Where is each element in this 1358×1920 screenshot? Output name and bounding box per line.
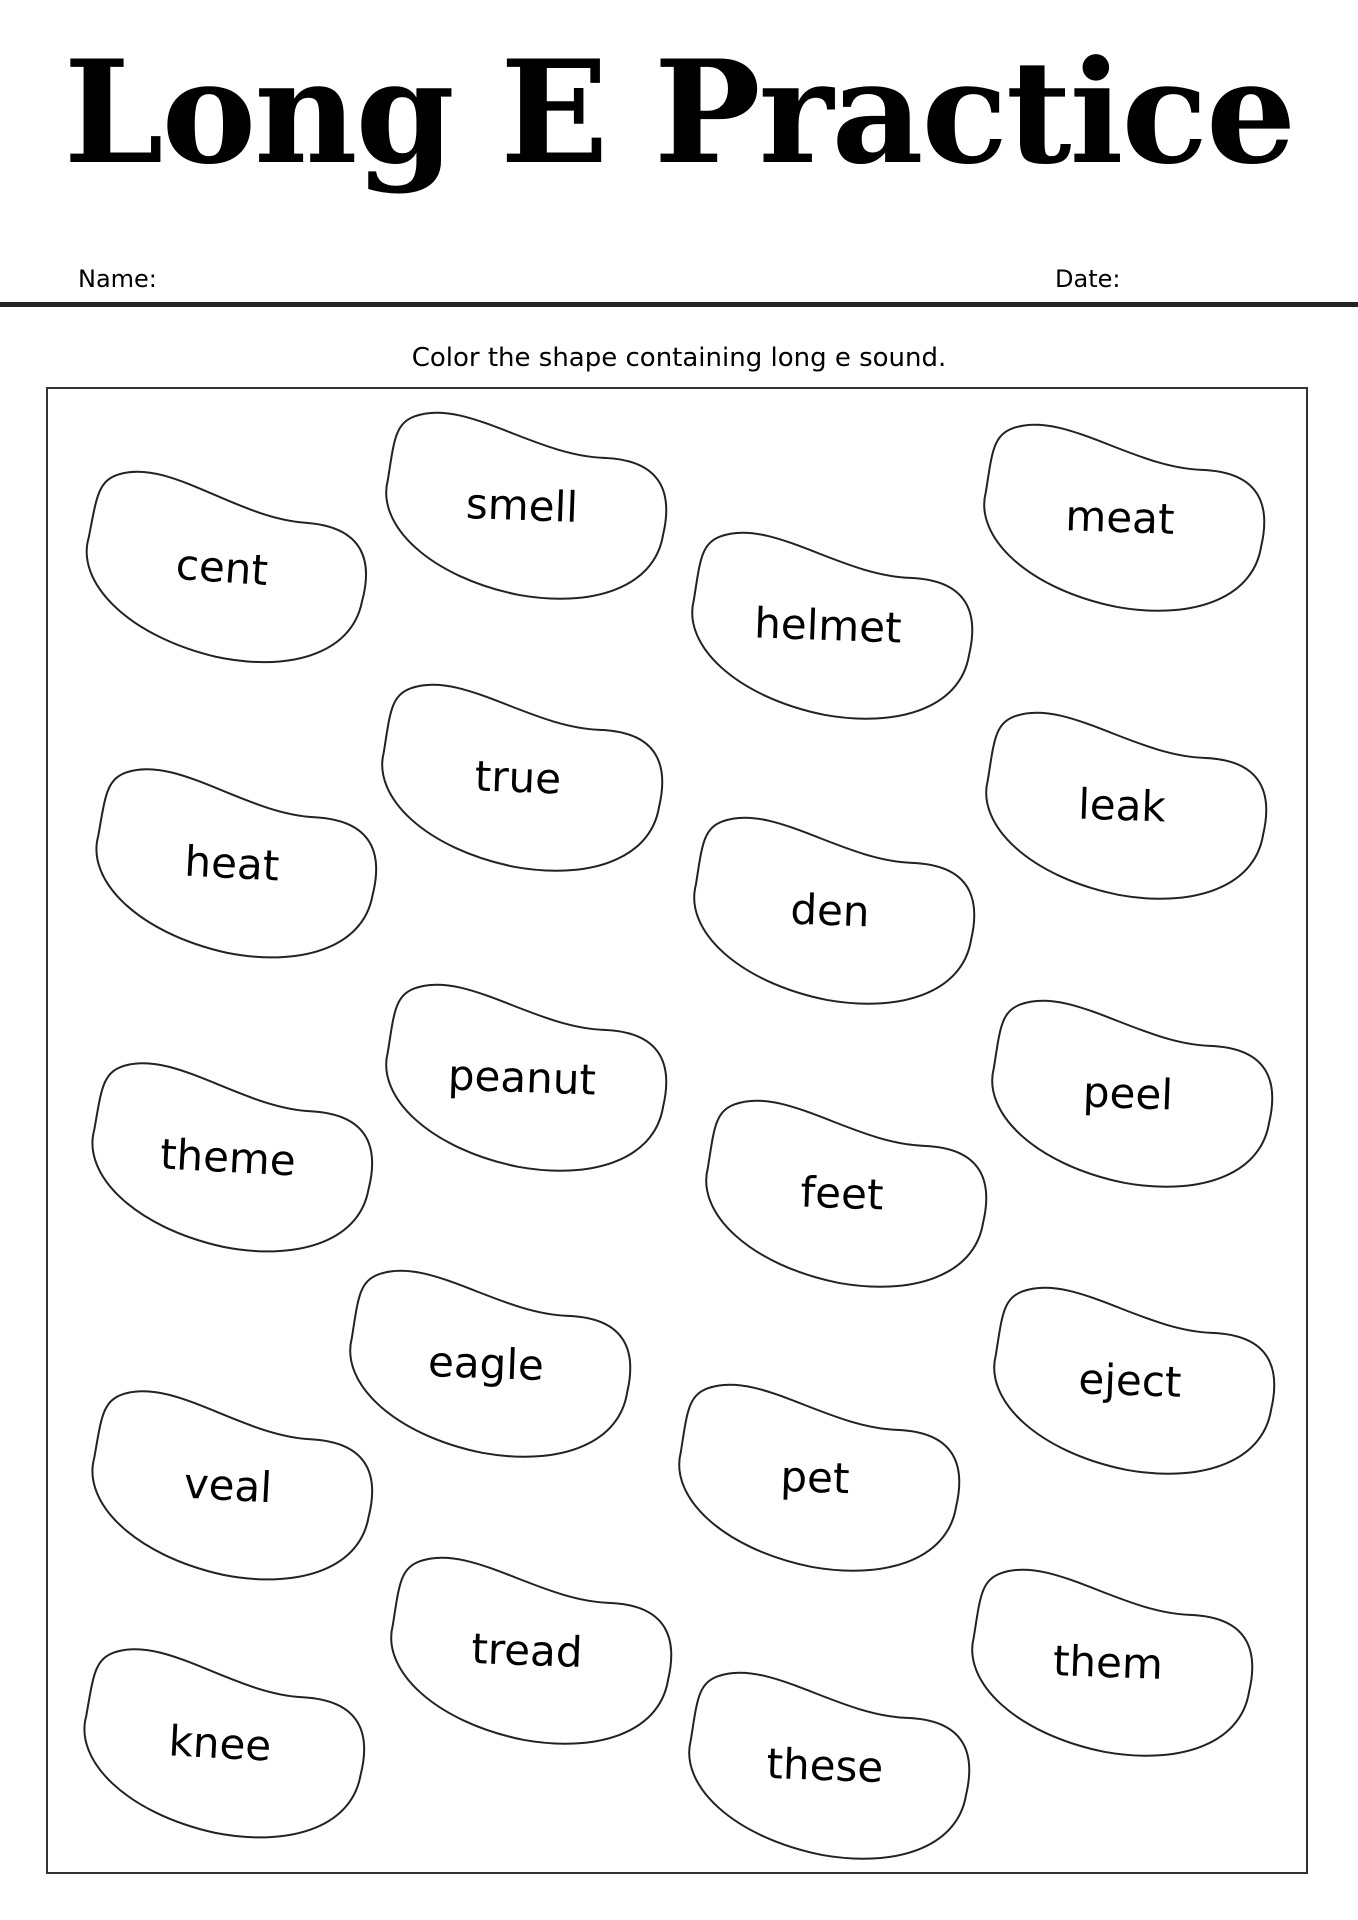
bean-shape[interactable] [368,967,675,1187]
bean-word: den [789,884,871,936]
bean-shape[interactable] [373,1540,680,1760]
bean-shape[interactable] [73,1044,384,1269]
bean-word: peel [1082,1066,1174,1120]
bean-shape[interactable] [77,750,388,975]
bean-shape[interactable] [661,1367,968,1587]
name-label: Name: [78,265,157,293]
bean-word: these [765,1738,885,1792]
bean-shape[interactable] [688,1083,995,1303]
bean-shape[interactable] [976,1270,1283,1490]
bean-word: smell [465,478,579,532]
instruction-text: Color the shape containing long e sound. [411,343,947,373]
bean-word: peanut [447,1049,597,1105]
bean-shape[interactable] [674,515,981,735]
bean-shape[interactable] [676,800,983,1020]
bean-word: tread [470,1623,584,1677]
bean-shape[interactable] [966,407,1273,627]
bean-shape[interactable] [968,695,1275,915]
bean-word: knee [167,1715,273,1771]
bean-word: leak [1077,778,1167,832]
bean-word: feet [799,1167,885,1219]
bean-shape[interactable] [364,667,671,887]
bean-shape[interactable] [73,1372,384,1597]
bean-shape[interactable] [368,395,675,615]
bean-word: veal [182,1458,274,1512]
bean-shape[interactable] [974,983,1281,1203]
bean-shape[interactable] [65,452,379,682]
bean-word: true [474,751,562,803]
bean-word: cent [174,539,270,595]
worksheet-title: Long E Practice [63,30,1295,196]
bean-word: eject [1077,1353,1183,1407]
header-divider [0,302,1358,307]
bean-word: heat [183,836,281,890]
date-label: Date: [1055,265,1121,293]
bean-word: meat [1064,490,1176,544]
bean-shape[interactable] [954,1552,1261,1772]
bean-shape[interactable] [65,1630,376,1855]
bean-shape[interactable] [671,1655,978,1875]
bean-word: pet [779,1451,851,1503]
bean-word: eagle [427,1336,545,1390]
bean-word: helmet [753,597,903,653]
bean-word: theme [158,1128,298,1186]
bean-word: them [1052,1635,1164,1689]
